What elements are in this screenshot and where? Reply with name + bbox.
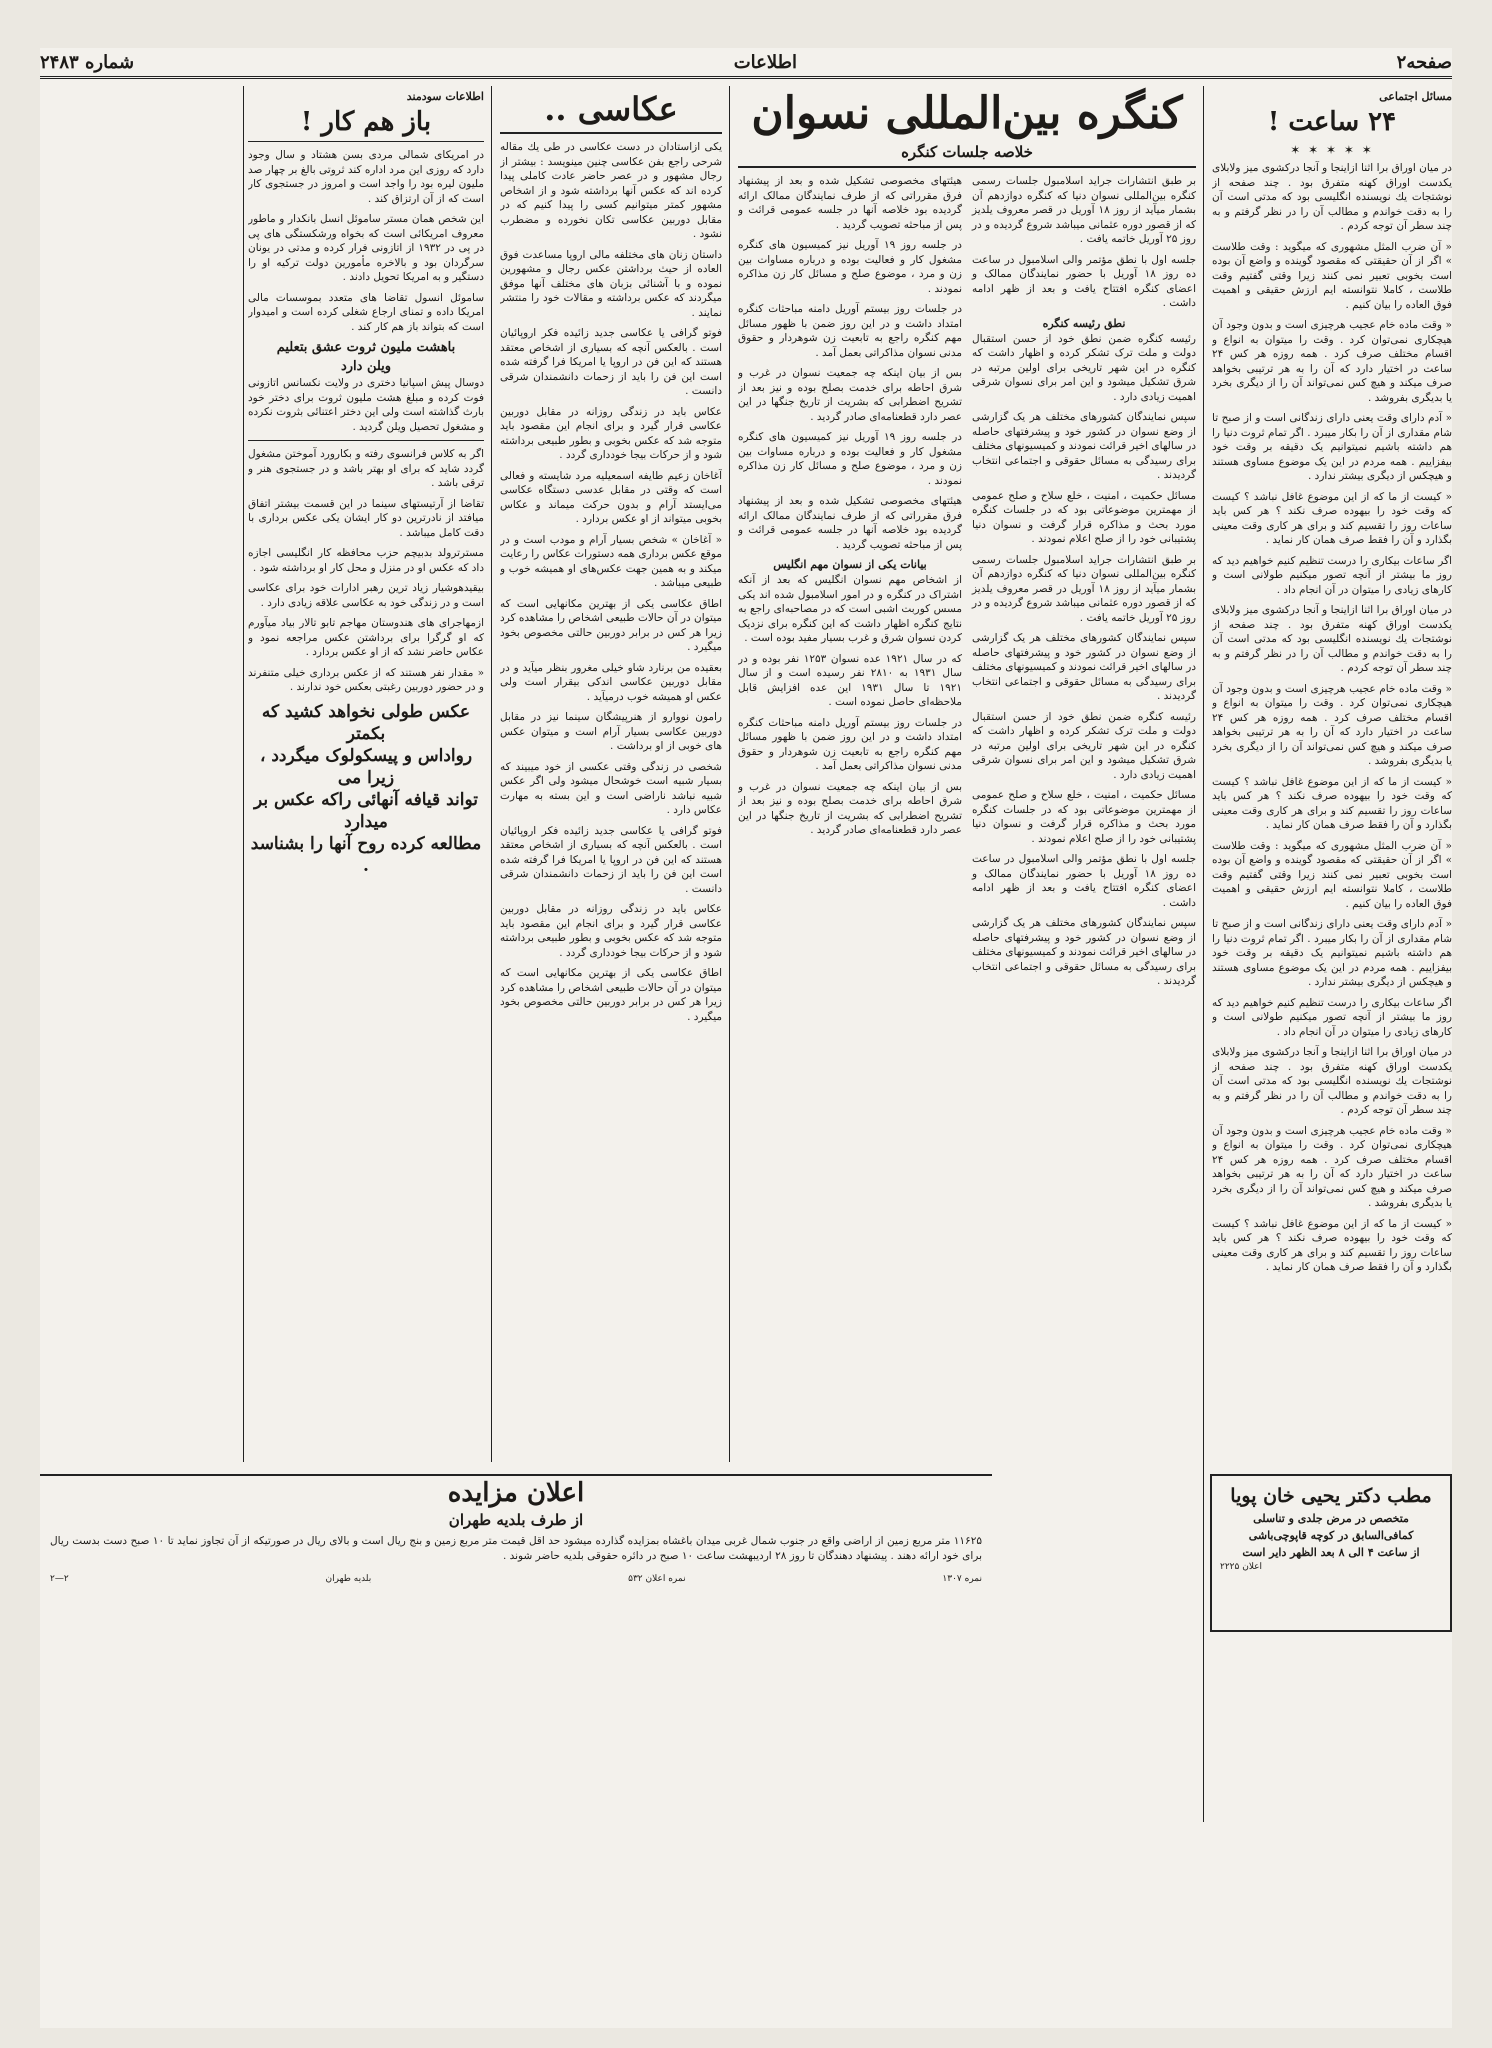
paragraph: بس از بیان اینکه چه جمعیت نسوان در غرب و شرق احاطه برای خدمت بصلح بوده و نیز بعد از تشریح اضطرابی که بشریت از تاریخ جنگها در این عصر دارد قطعنامه‌ای صادر گردید . — [738, 367, 962, 423]
paragraph: بر طبق انتشارات جراید اسلامبول جلسات رسمی کنگره بین‌المللی نسوان دنیا که کنگره دوازدهم آن بشمار میآید از روز ۱۸ آوریل در قصر معروف یلدیز که از قصور دوره عثمانی میباشد شروع گردیده و در روز ۲۵ آوریل خاتمه یافت . — [972, 175, 1196, 245]
title-underline — [248, 141, 484, 142]
paragraph: از اشخاص مهم نسوان انگلیس که بعد از آنکه اشتراک در کنگره و در امور اسلامبول شده اند یکی مسس کوربت اشبی است که در مصاحبه‌ای راجع به نتایج کنگره اظهار داشت که این کنگره برای نزدیک کردن نسوان شرق و غرب بسیار مفید بوده است . — [738, 574, 962, 644]
bold-closing-line: رواداس و پیسکولوک میگردد ، زیرا می — [259, 745, 473, 788]
doctor-ad — [1210, 1474, 1452, 1632]
article-title: ۲۴ ساعت ! — [1267, 107, 1397, 137]
ad-subtitle: از طرف بلدیه طهران — [448, 1511, 584, 1529]
section-heading: ویلن دارد — [340, 359, 392, 374]
paragraph: اگر به کلاس فرانسوی رفته و بکارورد آموختن مشغول گردد شاید که برای او بهتر باشد و در جستجوی هنر و ترقی باشد . — [248, 448, 484, 489]
doctor-ad-number: اعلان ۲۲۲۵ — [1220, 1562, 1263, 1572]
article-subtitle: خلاصه جلسات کنگره — [901, 143, 1033, 161]
paragraph: « کیست از ما که از این موضوع غافل نباشد ؟ کیست که وقت خود را بیهوده صرف نکند ؟ هر کس باید ساعات روز را تقسیم کند و برای هر کاری وقت معینی بگذارد و آن را فقط صرف همان کار نماید . — [1212, 1217, 1452, 1273]
paragraph: اگر ساعات بیکاری را درست تنظیم کنیم خواهیم دید که روز ما بیشتر از آنچه تصور میکنیم طولانی است و کارهای زیادی را میتوان در آن انجام داد . — [1212, 554, 1452, 596]
ad-reference: نمره اعلان ۵۳۲ — [628, 1574, 686, 1584]
page-number: صفحه۲ — [1396, 51, 1452, 73]
column-rule — [491, 86, 492, 1462]
paragraph: « وقت ماده خام عجیب هرچیزی است و بدون وجود آن هیچکاری نمی‌توان کرد . وقت را میتوان به انواع و اقسام مختلف صرف کرد . همه روزه هر کس ۲۴ ساعت در اختیار دارد که آن را به هر ترتیبی بخواهد صرف میکند و هیچ کس نمی‌تواند آن را از دیگری بخرد یا بدیگری بفروشد . — [1212, 682, 1452, 767]
paragraph: « آغاخان » شخص بسیار آرام و مودب است و در موقع عکس برداری همه دستورات عکاس را رعایت میکند و به همین جهت عکس‌های او همیشه خوب و طبیعی میباشد . — [500, 533, 722, 589]
paragraph: یکی ازاستادان در دست عکاسی در طی یك مقاله شرحی راجع بفن عکاسی چنین مینویسد : بیشتر از رجال مشهور و در عصر حاضر عادت کاملی پیدا کرده اند که عکس آنها برداشته شود و از اشخاص مشهور کمتر میتوانیم کسی را پیدا کنیم که در مقابل دوربین عکاسی تکان نخورده و مضطرب نشود . — [500, 141, 722, 240]
bold-closing-line: عکس طولی نخواهد کشید که بکمتر — [261, 701, 471, 744]
paragraph: جلسه اول با نطق مؤتمر والی اسلامبول در ساعت ده روز ۱۸ آوریل با حضور نمایندگان ممالک و اعضای کنگره افتتاح یافت و بعد از ظهر ادامه داشت . — [972, 853, 1196, 909]
paragraph: « وقت ماده خام عجیب هرچیزی است و بدون وجود آن هیچکاری نمی‌توان کرد . وقت را میتوان به انواع و اقسام مختلف صرف کرد . همه روزه هر کس ۲۴ ساعت در اختیار دارد که آن را به هر ترتیبی بخواهد صرف میکند و هیچ کس نمی‌تواند آن را از دیگری بخرد یا بدیگری بفروشد . — [1212, 319, 1452, 404]
paragraph: اگر ساعات بیکاری را درست تنظیم کنیم خواهیم دید که روز ما بیشتر از آنچه تصور میکنیم طولانی است و کارهای زیادی را میتوان در آن انجام داد . — [1212, 996, 1452, 1038]
bold-closing-line: مطالعه کرده روح آنها را بشناسد . — [250, 833, 482, 876]
bold-closing-line: تواند قیافه آنهائی راکه عکس بر میدارد — [254, 789, 478, 832]
paragraph: بس از بیان اینکه چه جمعیت نسوان در غرب و شرق احاطه برای خدمت بصلح بوده و نیز بعد از تشریح اضطرابی که بشریت از تاریخ جنگها در این عصر دارد قطعنامه‌ای صادر گردید . — [738, 780, 962, 836]
paragraph: « آن ضرب المثل مشهوری که میگوید : وقت طلاست » اگر از آن حقیقتی که مقصود گوینده و واضع آن بوده است بخوبی تعبیر نمی کنند زیرا وقتی گفتیم وقت طلاست ، کاملا نتوانسته ایم ارزش حقیقی و اهمیت فوق العاده را بیان کنیم . — [1212, 839, 1452, 910]
paragraph: در جلسات روز بیستم آوریل دامنه مباحثات کنگره امتداد داشت و در این روز ضمن با ظهور مسائل مهم کنگره راجع به تابعیت زن شوهردار و حقوق مدنی نسوان مذاکراتی بعمل آمد . — [738, 303, 962, 359]
ad-number: نمره ۱۳۰۷ — [942, 1574, 982, 1584]
paragraph: اطاق عکاسی یکی از بهترین مکانهایی است که میتوان در آن حالات طبیعی اشخاص را مشاهده کرد زیرا هر کس در برابر دوربین حالتی مخصوص بخود میگیرد . — [500, 597, 722, 653]
paragraph: در میان اوراق برا اثنا ازاینجا و آنجا درکشوی میز ولابلای یکدست اوراق کهنه متفرق بود . چند صفحه از نوشتجات یك نویسنده انگلیسی بود که مدتی است آن را به دقت خواندم و مطالب آن را در نظر گرفتم و به چند سطر آن توجه کردم . — [1212, 162, 1452, 232]
paragraph: مسائل حکمیت ، امنیت ، خلع سلاح و صلح عمومی از مهمترین موضوعاتی بود که در جلسات کنگره مورد بحث و مذاکره قرار گرفت و نسوان دنیا پشتیبانی خود را از صلح اعلام نمودند . — [972, 789, 1196, 845]
paragraph: فوتو گرافی یا عکاسی جدید زائیده فکر اروپائیان است . بالعکس آنچه که بسیاری از اشخاص معتقد هستند که این فن در اروپا یا امریکا فرا گرفته شده است این فن را باید از زحمات دانشمندان شرقی دانست . — [500, 327, 722, 397]
issue-number: شماره ۲۴۸۳ — [40, 51, 135, 73]
paragraph: « آدم دارای وقت یعنی دارای زندگانی است و از صبح تا شام مقداری از آن را بکار میبرد . اگر تمام ثروت دنیا را هم داشته باشیم نمیتوانیم یک دقیقه بر وقت خود بیفزاییم . همه مردم در این یک موضوع مساوی هستند و هیچکس از دیگری بیشتر ندارد . — [1212, 918, 1452, 988]
doctor-name: مطب دکتر یحیی خان پویا — [1230, 1485, 1432, 1507]
paragraph: اطاق عکاسی یکی از بهترین مکانهایی است که میتوان در آن حالات طبیعی اشخاص را مشاهده کرد زیرا هر کس در برابر دوربین حالتی مخصوص بخود میگیرد . — [500, 967, 722, 1023]
article-title: باز هم کار ! — [300, 107, 432, 137]
ad-body: ۱۱۶۲۵ متر مربع زمین از اراضی واقع در جنوب شمال غربی میدان باغشاه بمزایده گذارده میشود حد اقل قیمت متر مربع زمین و بنج ریال است و بالای ریال در صورتیکه از آن تجاوز نماید تا ۱۰ صبح دست بدست ریال برای خود ارائه دهند . پیشنهاد دهندگان تا روز ۲۸ اردیبهشت ساعت ۱۰ صبح در دائره حقوقی بلدیه حاضر شوند . — [50, 1535, 982, 1562]
paragraph: فوتو گرافی یا عکاسی جدید زائیده فکر اروپائیان است . بالعکس آنچه که بسیاری از اشخاص معتقد هستند که این فن در اروپا یا امریکا فرا گرفته شده است این فن را باید از زحمات دانشمندان شرقی دانست . — [500, 824, 722, 895]
newspaper-page — [40, 48, 1452, 2028]
doctor-hours: از ساعت ۴ الی ۸ بعد الظهر دایر است — [1242, 1546, 1420, 1559]
paragraph: سپس نمایندگان کشورهای مختلف هر یک گزارشی از وضع نسوان در کشور خود و پیشرفتهای حاصله در سالهای اخیر قرائت نمودند و کمیسیونهای مختلف برای رسیدگی به مسائل حقوقی و اجتماعی انتخاب گردیدند . — [972, 411, 1196, 481]
paragraph: « آدم دارای وقت یعنی دارای زندگانی است و از صبح تا شام مقداری از آن را بکار میبرد . اگر تمام ثروت دنیا را هم داشته باشیم نمیتوانیم یک دقیقه بر وقت خود بیفزاییم . همه مردم در این یک موضوع مساوی هستند و هیچکس از دیگری بیشتر ندارد . — [1212, 412, 1452, 482]
article-title: کنگره بین‌المللی نسوان — [751, 88, 1183, 139]
article-title: عکاسی .. — [544, 90, 678, 128]
paragraph: این شخص همان مستر ساموئل انسل بانکدار و ماطور معروف امریکائی است که بخواه ورشکستگی های پی در پی در ۱۹۳۲ از اتازونی فرار کرده و مدتی در یونان سرگردان بود و بالاخره مأمورین دولت ترکیه او را دستگیر و به امریکا تحویل دادند . — [248, 213, 484, 283]
paragraph: ازمهاجرای های هندوستان مهاجم تابو تالار بیاد میآورم که او گرگرا برای برداشتن عکس مراجعه نمود و عکاس حاضر نشد که از او عکس بردارد . — [248, 617, 484, 658]
paragraph: رئیسه کنگره ضمن نطق خود از حسن استقبال دولت و ملت ترک تشکر کرده و اظهار داشت که کنگره در این شهر تاریخی برای اولین مرتبه در شرق تشکیل میشود و این امر برای نسوان شرقی اهمیت زیادی دارد . — [972, 710, 1196, 781]
paragraph: دوسال پیش اسپانیا دختری در ولایت نکسانس اتازونی فوت کرده و مبلغ هشت ملیون ثروت برای دختر خود بارث گذاشته است ولی این دختر اعتنائی بثروت نکرده و مشغول تحصیل ویلن گردید . — [248, 377, 484, 433]
paragraph: داستان زنان های مختلفه مالی اروپا مساعدت فوق العاده از حیث برداشتن عکس رجال و مشهورین نموده و با آشنائی بزبان های مختلف آنها موفق میگردند که عکس برداشته و مقالات خود را منتشر نمایند . — [500, 248, 722, 319]
section-heading: نطق رئیسه کنگره — [1042, 316, 1126, 330]
paragraph: رامون نووارو از هنرپیشگان سینما نیز در مقابل دوربین عکاسی بسیار آرام است و میتوان عکس های خوبی از او برداشت . — [500, 711, 722, 752]
article-womens-congress — [738, 86, 1196, 1466]
paragraph: « آن ضرب المثل مشهوری که میگوید : وقت طلاست » اگر از آن حقیقتی که مقصود گوینده و واضع آن بوده است بخوبی تعبیر نمی کنند زیرا وقتی گفتیم وقت طلاست ، کاملا نتوانسته ایم ارزش حقیقی و اهمیت فوق العاده را بیان کنیم . — [1212, 240, 1452, 311]
paragraph: هیئتهای مخصوصی تشکیل شده و بعد از پیشنهاد فرق مقرراتی که از طرف نمایندگان ممالک ارائه گردیده بود خلاصه آنها در جلسه عمومی قرائت و پس از مباحثه تصویب گردید . — [738, 495, 962, 551]
paragraph: جلسه اول با نطق مؤتمر والی اسلامبول در ساعت ده روز ۱۸ آوریل با حضور نمایندگان ممالک و اعضای کنگره افتتاح یافت و بعد از ظهر ادامه داشت . — [972, 253, 1196, 309]
congress-header — [738, 86, 1196, 168]
paragraph: در میان اوراق برا اثنا ازاینجا و آنجا درکشوی میز ولابلای یکدست اوراق کهنه متفرق بود . چند صفحه از نوشتجات یك نویسنده انگلیسی بود که مدتی است آن را به دقت خواندم و مطالب آن را در نظر گرفتم و به چند سطر آن توجه کردم . — [1212, 1046, 1452, 1116]
rubric: اطلاعات سودمند — [406, 90, 484, 103]
paragraph: که در سال ۱۹۲۱ عده نسوان ۱۲۵۳ نفر بوده و در سال ۱۹۳۱ به ۲۸۱۰ نفر رسیده است و از سال ۱۹۲۱ تا سال ۱۹۳۱ این عده افزایش قابل ملاحظه‌ای حاصل نموده است . — [738, 652, 963, 708]
article-24-hours — [1212, 86, 1452, 1466]
paragraph: مسائل حکمیت ، امنیت ، خلع سلاح و صلح عمومی از مهمترین موضوعاتی بود که در جلسات کنگره مورد بحث و مذاکره قرار گرفت و نسوان دنیا پشتیبانی خود را از صلح اعلام نمودند . — [972, 489, 1196, 545]
paragraph: آغاخان زعیم طایفه اسمعیلیه مرد شایسته و فعالی است که وقتی در مقابل عدسی دستگاه عکاسی می‌ایستد آرام و بدون حرکت میماند و عکاس بخوبی میتواند از او عکس بردارد . — [500, 469, 722, 525]
paragraph: بر طبق انتشارات جراید اسلامبول جلسات رسمی کنگره بین‌المللی نسوان دنیا که کنگره دوازدهم آن بشمار میآید از روز ۱۸ آوریل در قصر معروف یلدیز که از قصور دوره عثمانی میباشد شروع گردیده و در روز ۲۵ آوریل خاتمه یافت . — [972, 553, 1196, 624]
paragraph: رئیسه کنگره ضمن نطق خود از حسن استقبال دولت و ملت ترک تشکر کرده و اظهار داشت که کنگره در این شهر تاریخی برای اولین مرتبه در شرق تشکیل میشود و این امر برای نسوان شرقی اهمیت زیادی دارد . — [972, 332, 1196, 403]
congress-columns — [738, 174, 1196, 995]
paragraph: « کیست از ما که از این موضوع غافل نباشد ؟ کیست که وقت خود را بیهوده صرف نکند ؟ هر کس باید ساعات روز را تقسیم کند و برای هر کاری وقت معینی بگذارد و آن را فقط صرف همان کار نماید . — [1212, 775, 1452, 831]
paragraph: سپس نمایندگان کشورهای مختلف هر یک گزارشی از وضع نسوان در کشور خود و پیشرفتهای حاصله در سالهای اخیر قرائت نمودند و کمیسیونهای مختلف برای رسیدگی به مسائل حقوقی و اجتماعی انتخاب گردیدند . — [972, 917, 1196, 987]
congress-column-left — [738, 174, 962, 995]
paragraph: بعقیده من برنارد شاو خیلی مغرور بنظر میآید و در مقابل دوربین عکاسی اندکی بیقرار است ولی عکس او همیشه خوب درمیآید . — [500, 661, 722, 703]
ad-footer — [40, 1573, 992, 1586]
article-useful-info — [248, 86, 484, 1466]
doctor-address: کمافی‌السابق در کوچه قاپوچی‌باشی — [1248, 1529, 1414, 1542]
paragraph: هیئتهای مخصوصی تشکیل شده و بعد از پیشنهاد فرق مقرراتی که از طرف نمایندگان ممالک ارائه گردیده بود خلاصه آنها در جلسه عمومی قرائت و پس از مباحثه تصویب گردید . — [738, 175, 962, 231]
paragraph: عکاس باید در زندگی روزانه در مقابل دوربین عکاسی قرار گیرد و برای انجام این مقصود باید متوجه شد که عکس بخوبی و بطور طبیعی برداشته شود و از حرکات بیجا خودداری گردد . — [500, 405, 722, 461]
divider — [248, 440, 484, 441]
paragraph: « مقدار نفر هستند که از عکس برداری خیلی متنفرند و در حضور دوربین رغبتی بعکس خود ندارند . — [248, 666, 484, 693]
column-rule — [1203, 86, 1204, 1822]
ornament-divider: ✶ ✶ ✶ ✶ ✶ — [1290, 143, 1374, 157]
ad-title: اعلان مزایده — [447, 1478, 585, 1508]
paragraph: بیقید‌هوشیار زیاد ترین رهبر ادارات خود برای عکاسی است و در زندگی خود به عکاسی علاقه زیادی دارد . — [248, 582, 484, 609]
paragraph: « وقت ماده خام عجیب هرچیزی است و بدون وجود آن هیچکاری نمی‌توان کرد . وقت را میتوان به انواع و اقسام مختلف صرف کرد . همه روزه هر کس ۲۴ ساعت در اختیار دارد که آن را به هر ترتیبی بخواهد صرف میکند و هیچ کس نمی‌تواند آن را از دیگری بخرد یا بدیگری بفروشد . — [1212, 1124, 1452, 1209]
doctor-specialty: متخصص در مرض جلدی و تناسلی — [1253, 1512, 1409, 1525]
congress-column-right — [972, 174, 1196, 995]
paragraph: عکاس باید در زندگی روزانه در مقابل دوربین عکاسی قرار گیرد و برای انجام این مقصود باید متوجه شد که عکس بخوبی و بطور طبیعی برداشته شود و از حرکات بیجا خودداری گردد . — [500, 903, 722, 959]
paragraph: « کیست از ما که از این موضوع غافل نباشد ؟ کیست که وقت خود را بیهوده صرف نکند ؟ هر کس باید ساعات روز را تقسیم کند و برای هر کاری وقت معینی بگذارد و آن را فقط صرف همان کار نماید . — [1212, 490, 1452, 546]
paper-name: اطلاعات — [733, 51, 797, 73]
paragraph: در جلسه روز ۱۹ آوریل نیز کمیسیون های کنگره مشغول کار و فعالیت بوده و درباره مساوات بین زن و مرد ، موضوع صلح و مسائل کار زن مذاکره نمودند . — [738, 239, 962, 295]
section-heading: بیانات یکی از نسوان مهم انگلیس — [773, 558, 927, 571]
paragraph: تقاضا از آرتیستهای سینما در این قسمت بیشتر اتفاق میافتد از نادرترین دو کار ایشان یکی عکس برداری با دقت کامل میباشد . — [248, 497, 484, 539]
auction-ad-header — [40, 1476, 992, 1510]
title-underline — [500, 132, 722, 134]
paragraph: در جلسات روز بیستم آوریل دامنه مباحثات کنگره امتداد داشت و در این روز ضمن با ظهور مسائل مهم کنگره راجع به تابعیت زن شوهردار و حقوق مدنی نسوان مذاکراتی بعمل آمد . — [738, 716, 962, 772]
column-rule — [729, 86, 730, 1462]
column-rule — [243, 86, 244, 1462]
paragraph: ساموئل انسول تقاضا های متعدد بموسسات مالی امریکا داده و تمنای ارجاع شغلی کرده است و امیدوار است که بتواند باز هم کار کند . — [248, 291, 484, 333]
paragraph: در امریکای شمالی مردی بسن هشتاد و سال وجود دارد که روزی این مرد اداره کند ثروتی بالغ بر چهار صد ملیون لیره بود را واجد است و امروز در جستجوی کار است که از آن ارتزاق کند . — [248, 149, 484, 205]
masthead — [40, 48, 1452, 79]
rubric: مسائل اجتماعی — [1379, 90, 1452, 103]
section-heading: باهشت ملیون ثروت عشق بتعلیم — [276, 340, 456, 355]
auction-ad — [40, 1474, 992, 1636]
paragraph: سپس نمایندگان کشورهای مختلف هر یک گزارشی از وضع نسوان در کشور خود و پیشرفتهای حاصله در سالهای اخیر قرائت نمودند و کمیسیونهای مختلف برای رسیدگی به مسائل حقوقی و اجتماعی انتخاب گردیدند . — [972, 632, 1196, 702]
paragraph: شخصی در زندگی وقتی عکسی از خود میبیند که بسیار شبیه است خوشحال میشود ولی اگر عکس شبیه نباشد ناراضی است و این بسته به مهارت عکاس دارد . — [500, 760, 722, 816]
ad-signature: بلدیه طهران — [325, 1574, 372, 1584]
paragraph: در میان اوراق برا اثنا ازاینجا و آنجا درکشوی میز ولابلای یکدست اوراق کهنه متفرق بود . چند صفحه از نوشتجات یك نویسنده انگلیسی بود که مدتی است آن را به دقت خواندم و مطالب آن را در نظر گرفتم و به چند سطر آن توجه کردم . — [1212, 604, 1452, 674]
article-photography — [500, 86, 722, 1466]
paragraph: مسترترولد بدبیچم حزب محافظه کار انگلیسی اجازه داد که عکس او در منزل و محل کار او برداشته شود . — [248, 547, 484, 574]
ad-index: ۲—۲ — [50, 1574, 69, 1584]
paragraph: در جلسه روز ۱۹ آوریل نیز کمیسیون های کنگره مشغول کار و فعالیت بوده و درباره مساوات بین زن و مرد ، موضوع صلح و مسائل کار زن مذاکره نمودند . — [738, 431, 962, 487]
